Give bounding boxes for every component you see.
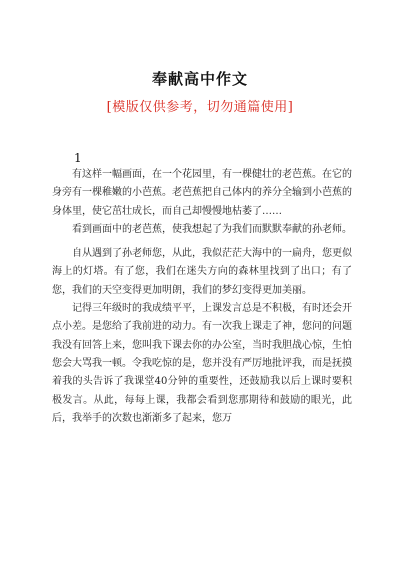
section-number: 1 (74, 151, 82, 165)
essay-body (52, 166, 352, 428)
paragraph-3: 自从遇到了孙老师您，从此，我似茫茫大海中的一扁舟，您更似海上的灯塔。有了您，我们在迷失方向的森林里找到了出口；有了您，我们的天空变得更加明朗，我们的梦幻变得更加美丽。 (52, 248, 352, 296)
document-title: 奉献高中作文 (151, 70, 248, 88)
paragraph-1: 有这样一幅画面，在一个花园里，有一棵健壮的老芭蕉。在它的身旁有一棵稚嫩的小芭蕉。老芭蕉把自己体内的养分全输到小芭蕉的身体里，使它茁壮成长，而自己却慢慢地枯萎了…… (52, 169, 352, 217)
paragraph-4: 记得三年级时的我成绩平平，上课发言总是不积极，有时还会开点小差。是您给了我前进的动力。有一次我上课走了神，您问的问题我没有回答上来，您叫我下课去你的办公室，当时我胆战心惊，生怕您会大骂我一顿。令我吃惊的是，您并没有严厉地批评我，而是抚摸着我的头告诉了我课堂40分钟的重要性，还鼓励我以后上课时要积极发言。从此，每每上课，我都会看到您那期待和鼓励的眼光，此后，我举手的次数也渐渐多了起来，您万 (52, 303, 352, 424)
document-subtitle: [模版仅供参考，切勿通篇使用] (106, 100, 294, 115)
paragraph-2: 看到画面中的老芭蕉，使我想起了为我们而默默奉献的孙老师。 (72, 223, 352, 235)
